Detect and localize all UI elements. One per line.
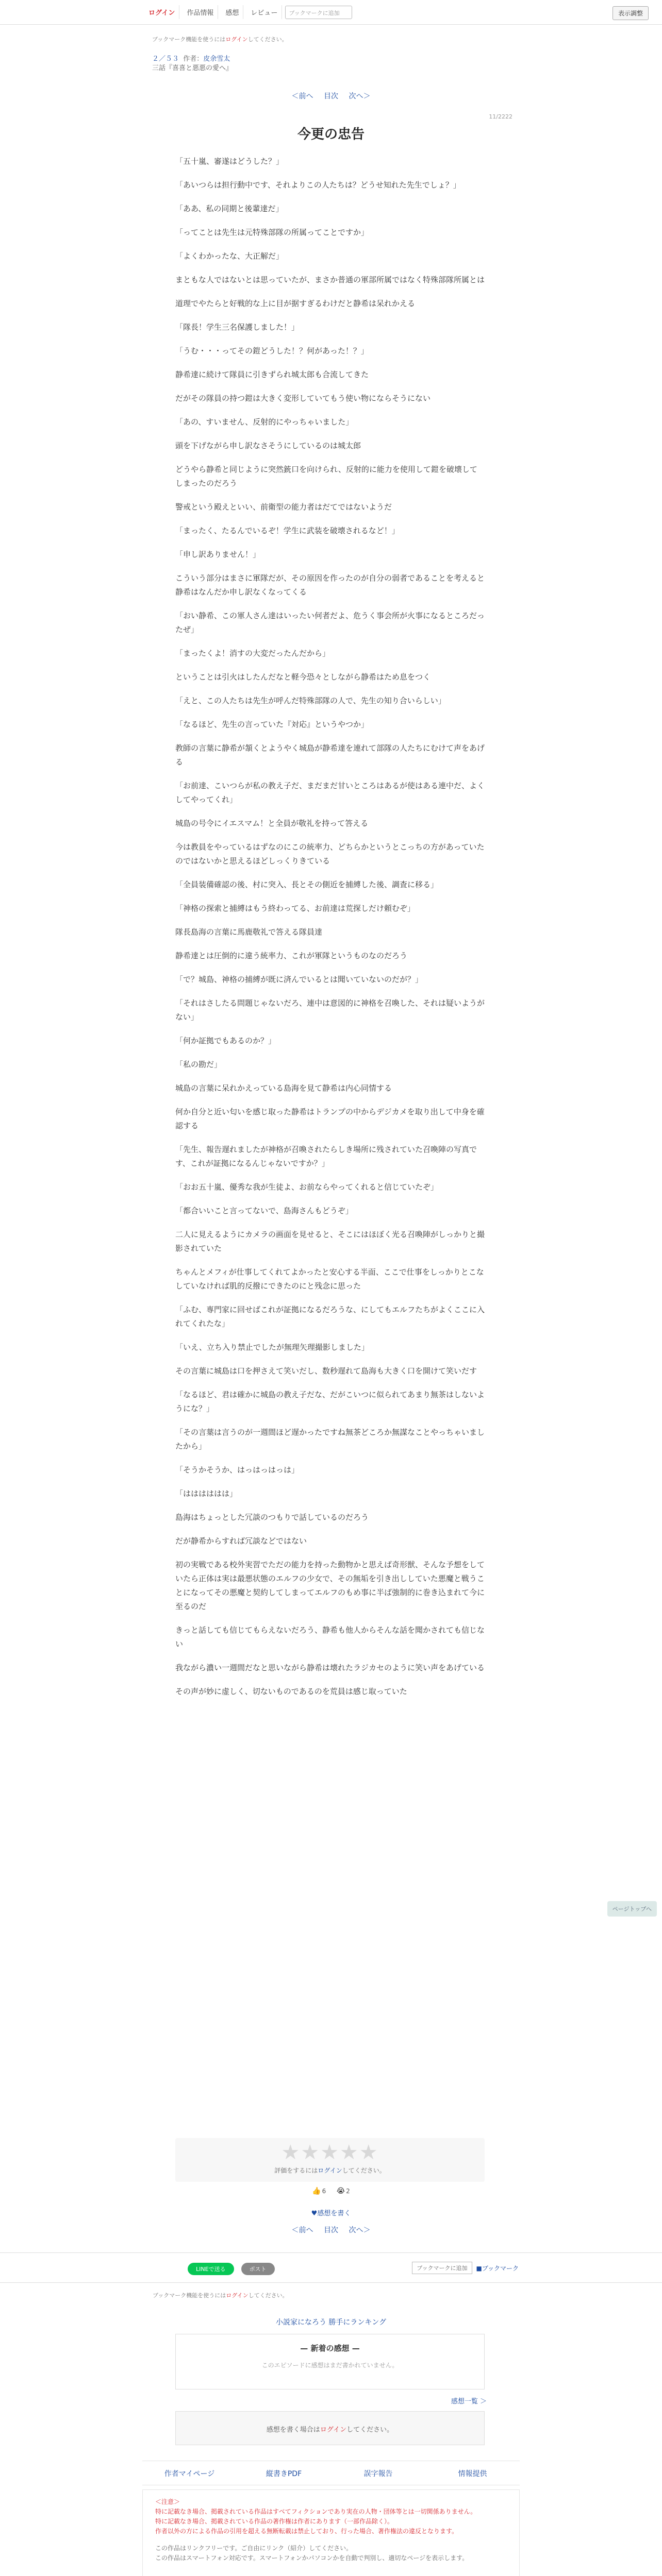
body-paragraph: 警戒という殿えといい、前衛型の能力者はだてではないようだ	[175, 502, 392, 512]
caution-box	[142, 2489, 520, 2576]
body-paragraph: その声が妙に虚しく、切ないものであるのを荒員は感じ取っていた	[175, 1687, 407, 1696]
share-row	[188, 2263, 275, 2275]
novel-body	[175, 155, 485, 1708]
reaction-count: 2	[346, 2188, 350, 2195]
notice-prefix: ブックマーク機能を使うには	[152, 36, 226, 43]
prev-link[interactable]: ＜前へ	[291, 92, 313, 100]
impression-list-link[interactable]: 感想一覧 ＞	[451, 2398, 487, 2405]
bookmark-link[interactable]: ■ブックマーク	[476, 2264, 519, 2272]
body-paragraph: 我ながら濃い一週間だなと思いながら静希は壊れたラジカセのように笑い声をあげている	[175, 1663, 485, 1672]
body-paragraph: 「都合いいこと言ってないで、島海さんもどうぞ」	[175, 1206, 353, 1215]
author-label: 作者：	[183, 55, 204, 63]
bookmark-add-field[interactable]: ブックマークに追加	[285, 6, 352, 19]
reaction-crying[interactable]	[337, 2187, 350, 2195]
next-link[interactable]: 次へ＞	[349, 92, 371, 100]
notice-suffix: してください。	[248, 2292, 288, 2299]
ranking-link[interactable]: 小説家になろう 勝手にランキング	[275, 2318, 387, 2327]
reaction-row	[0, 2187, 662, 2195]
body-paragraph: 「ああ、私の同期と後輩達だ」	[175, 204, 284, 213]
body-paragraph: 頭を下げながら申し訳なさそうにしているのは城太郎	[175, 441, 361, 450]
body-paragraph: ということは引火はしたんだなと軽今恐々としながら静希はため息をつく	[175, 672, 431, 682]
body-paragraph: 「ってことは先生は元特殊部隊の所属ってことですか」	[175, 228, 369, 237]
body-paragraph: 「神格の探索と捕縛はもう終わってる、お前達は荒探しだけ頼むぞ」	[175, 904, 415, 913]
write-prefix: 感想を書く場合は	[266, 2426, 320, 2434]
author-link[interactable]: 皮余雪太	[203, 55, 230, 63]
pager-bottom	[0, 2225, 662, 2235]
body-paragraph: 何か自分と近い匂いを感じ取った静希はトランプの中からデジカメを取り出して中身を確認する	[175, 1107, 485, 1130]
episode-number: ２／５３	[152, 55, 179, 63]
pager-top	[0, 91, 662, 101]
episode-line	[152, 55, 233, 64]
body-paragraph: 「なるほど、君は確かに城島の教え子だな、だがこいつに似られてあまり無茶はしないようにな？」	[175, 1390, 485, 1413]
body-paragraph: ちゃんとメフィが仕事してくれてよかったと安心する半面、ここで仕事をしっかりとこなしていなければ肌的反撥にできたのにと残念に思った	[175, 1267, 484, 1291]
body-paragraph: 「えと、この人たちは先生が呼んだ特殊部隊の人で、先生の知り合いらしい」	[175, 696, 446, 705]
page-number: 11/2222	[489, 113, 512, 120]
login-button[interactable]: ログイン	[144, 5, 179, 19]
body-paragraph: 「ふむ、専門家に回せばこれが証拠になるだろうな、にしてもエルフたちがよくここに入れてくれたな」	[175, 1305, 485, 1328]
next-link[interactable]: 次へ＞	[349, 2226, 371, 2234]
write-suffix: してください。	[346, 2426, 394, 2434]
body-paragraph: 「申し訳ありません！」	[175, 550, 261, 559]
rating-note	[175, 2166, 485, 2175]
body-paragraph: だが静希からすれば冗談などではない	[175, 1536, 307, 1546]
body-paragraph: 「おい静希、この軍人さん達はいったい何者だよ、危うく事会所が火事になるところだったぜ」	[175, 611, 485, 634]
body-paragraph: 「なるほど、先生の言っていた『対応』というやつか」	[175, 720, 369, 729]
notice-login-link[interactable]: ログイン	[226, 2292, 249, 2299]
body-paragraph: 隊長島海の言葉に馬鹿敬礼で答える隊員達	[175, 927, 323, 937]
body-paragraph: だがその隊員の持つ鎧は大きく変形していてもう使い物にならそうにない	[175, 394, 431, 403]
body-paragraph: 「うむ・・・ってその鎧どうした！？何があった！？」	[175, 346, 369, 355]
footer-link-bar	[142, 2461, 520, 2485]
bookmark-login-notice-bottom	[153, 2291, 288, 2299]
body-paragraph: 「その言葉は言うのが一週間ほど遅かったですね無茶どころか無謀なことやっちゃいましたから」	[175, 1428, 485, 1451]
rating-login-link[interactable]: ログイン	[318, 2167, 342, 2174]
divider	[0, 2282, 662, 2283]
prev-link[interactable]: ＜前へ	[291, 2226, 313, 2234]
reaction-thumbs-up[interactable]	[312, 2187, 326, 2195]
new-impressions-box	[175, 2334, 485, 2389]
body-paragraph: 城島の号令にイエスマム！と全員が敬礼を持って答える	[175, 819, 369, 828]
body-paragraph: 「隊長！学生三名保護しました！」	[175, 323, 300, 332]
body-paragraph: 二人に見えるようにカメラの画面を見せると、そこにはほぼく光る召喚陣がしっかりと撮影されていた	[175, 1230, 485, 1253]
body-paragraph: 「はははははは」	[175, 1489, 238, 1498]
body-paragraph: 「先生、報告遅れましたが神格が召喚されたらしき場所に残されていた召喚陣の写真です、これが証拠になるんじゃないですか？」	[175, 1145, 477, 1168]
rating-box	[175, 2138, 485, 2182]
divider	[0, 2252, 662, 2253]
caution-spacer	[155, 2536, 507, 2544]
body-paragraph: こういう部分はまさに軍隊だが、その原因を作ったのが自分の弱者であることを考えると静希はなんだか申し訳なくなってくる	[175, 573, 485, 597]
bookmark-login-notice	[152, 35, 288, 43]
body-paragraph: 「五十嵐、審遂はどうした？」	[175, 157, 284, 166]
reaction-count: 6	[322, 2188, 326, 2195]
notice-prefix: ブックマーク機能を使うには	[153, 2292, 226, 2299]
x-share-button[interactable]: ポスト	[241, 2263, 275, 2275]
nav-work-info[interactable]: 作品情報	[183, 5, 218, 19]
rating-note-suffix: してください。	[342, 2167, 386, 2174]
caution-line: 特に記載なき場合、掲載されている作品の著作権は作者にあります（一部作品除く）。	[155, 2518, 394, 2525]
body-paragraph: 静希達とは圧倒的に違う統率力、これが軍隊というものなのだろう	[175, 951, 408, 960]
bookmark-add-button[interactable]: ブックマークに追加	[412, 2262, 472, 2274]
nav-reviews[interactable]: レビュー	[246, 5, 282, 19]
body-paragraph: 教師の言葉に静希が頷くとようやく城島が静希達を連れて部隊の人たちにむけて声をあげる	[175, 743, 485, 767]
rating-stars[interactable]: ★★★★★	[281, 2141, 379, 2164]
body-paragraph: きっと話しても信じてもらえないだろう、静希も他人からそんな話を聞かされても信じない	[175, 1625, 485, 1649]
body-paragraph: まともな人ではないとは思っていたが、まさか普通の軍部所属ではなく特殊部隊所属とは	[175, 275, 485, 284]
crying-face-icon: 😭	[336, 2187, 345, 2195]
chapter-title: 三話『喜喜と悪悪の愛へ』	[152, 64, 233, 72]
body-paragraph: 「よくわかったな、大正解だ」	[175, 251, 284, 261]
body-paragraph: 城島の言葉に呆れかえっている島海を見て静希は内心同情する	[175, 1083, 392, 1093]
write-impression-link[interactable]: ♥感想を書く	[311, 2210, 351, 2217]
write-impression-box	[175, 2411, 485, 2445]
body-paragraph: 「おお五十嵐、優秀な我が生徒よ、お前ならやってくれると信じていたぞ」	[175, 1182, 439, 1192]
rating-note-prefix: 評価をするには	[274, 2167, 318, 2174]
info-provide-link[interactable]: 情報提供	[458, 2470, 487, 2478]
body-paragraph: 「あの、すいません、反射的にやっちゃいました」	[175, 417, 354, 427]
body-paragraph: 「そうかそうか、はっはっはっは」	[175, 1465, 300, 1475]
vertical-pdf-link[interactable]: 縦書きPDF	[266, 2470, 302, 2478]
body-paragraph: 「お前達、こいつらが私の教え子だ、まだまだ甘いところはあるが使はある連中だ、よくしてやってくれ」	[175, 781, 485, 804]
caution-title: ＜注意＞	[155, 2498, 180, 2505]
write-login-link[interactable]: ログイン	[320, 2426, 347, 2434]
body-paragraph: 「まったくよ！消すの大変だったんだから」	[175, 649, 330, 658]
episode-title: 今更の忠告	[297, 127, 365, 142]
nav-impressions[interactable]: 感想	[221, 5, 243, 19]
body-paragraph: 道理でやたらと好戦的な上に目が据すぎるわけだと静希は呆れかえる	[175, 299, 416, 308]
top-navbar	[0, 0, 662, 25]
body-paragraph: 「あいつらは担行動中です、それよりこの人たちは？どうせ知れた先生でしょ？」	[175, 180, 461, 190]
body-paragraph: どうやら静希と同じように突然銃口を向けられ、反射的に能力を使用して鎧を破壊してしまったのだろう	[175, 465, 477, 488]
body-paragraph: その言葉に城島は口を押さえて笑いだし、数秒遅れて島海も大きく口を開けて笑いだす	[175, 1366, 477, 1376]
bookmark-row	[412, 2262, 519, 2274]
caution-note: この作品はリンクフリーです。ご自由にリンク（紹介）してください。	[155, 2545, 353, 2552]
body-paragraph: 「いえ、立ち入り禁止でしたが無理矢理撮影しました」	[175, 1343, 369, 1352]
body-paragraph: 今は教員をやっているはずなのにこの統率力、どちらかというとこっちの方があっていたのではないかと思えるほどしっくりきている	[175, 842, 485, 866]
page-top-button[interactable]: ページトップへ	[607, 1901, 657, 1917]
caution-note: この作品はスマートフォン対応です。スマートフォンかパソコンかを自動で判別し、適切なページを表示します。	[155, 2554, 469, 2562]
impressions-empty-text: このエピソードに感想はまだ書かれていません。	[261, 2362, 399, 2369]
thumbs-up-icon: 👍	[312, 2187, 321, 2195]
caution-line: 作者以外の方による作品の引用を超える無断転載は禁止しており、行った場合、著作権法の違反となります。	[155, 2528, 458, 2535]
body-paragraph: 「で？城島、神格の捕縛が既に済んでいるとは聞いていないのだが？」	[175, 975, 423, 984]
body-paragraph: 「何か証拠でもあるのか？」	[175, 1036, 276, 1045]
line-share-button[interactable]: LINEで送る	[188, 2263, 234, 2275]
body-paragraph: 静希達に続けて隊員に引きずられ城太郎も合流してきた	[175, 370, 369, 379]
display-settings-button[interactable]: 表示調整	[613, 6, 649, 20]
body-paragraph: 島海はちょっとした冗談のつもりで話しているのだろう	[175, 1513, 369, 1522]
caution-line: 特に記載なき場合、掲載されている作品はすべてフィクションであり実在の人物・団体等とは一切関係ありません。	[155, 2508, 477, 2515]
body-paragraph: 初の実戦である校外実習でただの能力を持った動物かと思えば奇形獣、そんな予想をしていたら正体は実は最悪状態のエルフの少女で、その無垢を引き出ししていた悪魔と戦うことになってその悪魔と契約してしまってエルフのもめ事に半ば強制的に巻き込まれて今に至るのだ	[175, 1560, 485, 1611]
impressions-heading: — 新着の感想 —	[300, 2344, 360, 2353]
body-paragraph: 「まったく、たるんでいるぞ！学生に武装を破壊されるなど！」	[175, 526, 400, 535]
toc-link[interactable]: 目次	[324, 92, 338, 100]
notice-login-link[interactable]: ログイン	[225, 36, 248, 43]
author-mypage-link[interactable]: 作者マイページ	[164, 2470, 215, 2478]
typo-report-link[interactable]: 誤字報告	[363, 2470, 393, 2478]
notice-suffix: してください。	[247, 36, 288, 43]
top-nav-group	[144, 5, 352, 19]
body-paragraph: 「私の勘だ」	[175, 1060, 222, 1069]
toc-link[interactable]: 目次	[324, 2226, 338, 2234]
series-info	[152, 55, 233, 73]
body-paragraph: 「それはさしたる問題じゃないだろ、連中は意図的に神格を召喚した、それは疑いようがない」	[175, 998, 485, 1022]
body-paragraph: 「全員装備確認の後、村に突入、長とその側近を捕縛した後、調査に移る」	[175, 880, 439, 889]
